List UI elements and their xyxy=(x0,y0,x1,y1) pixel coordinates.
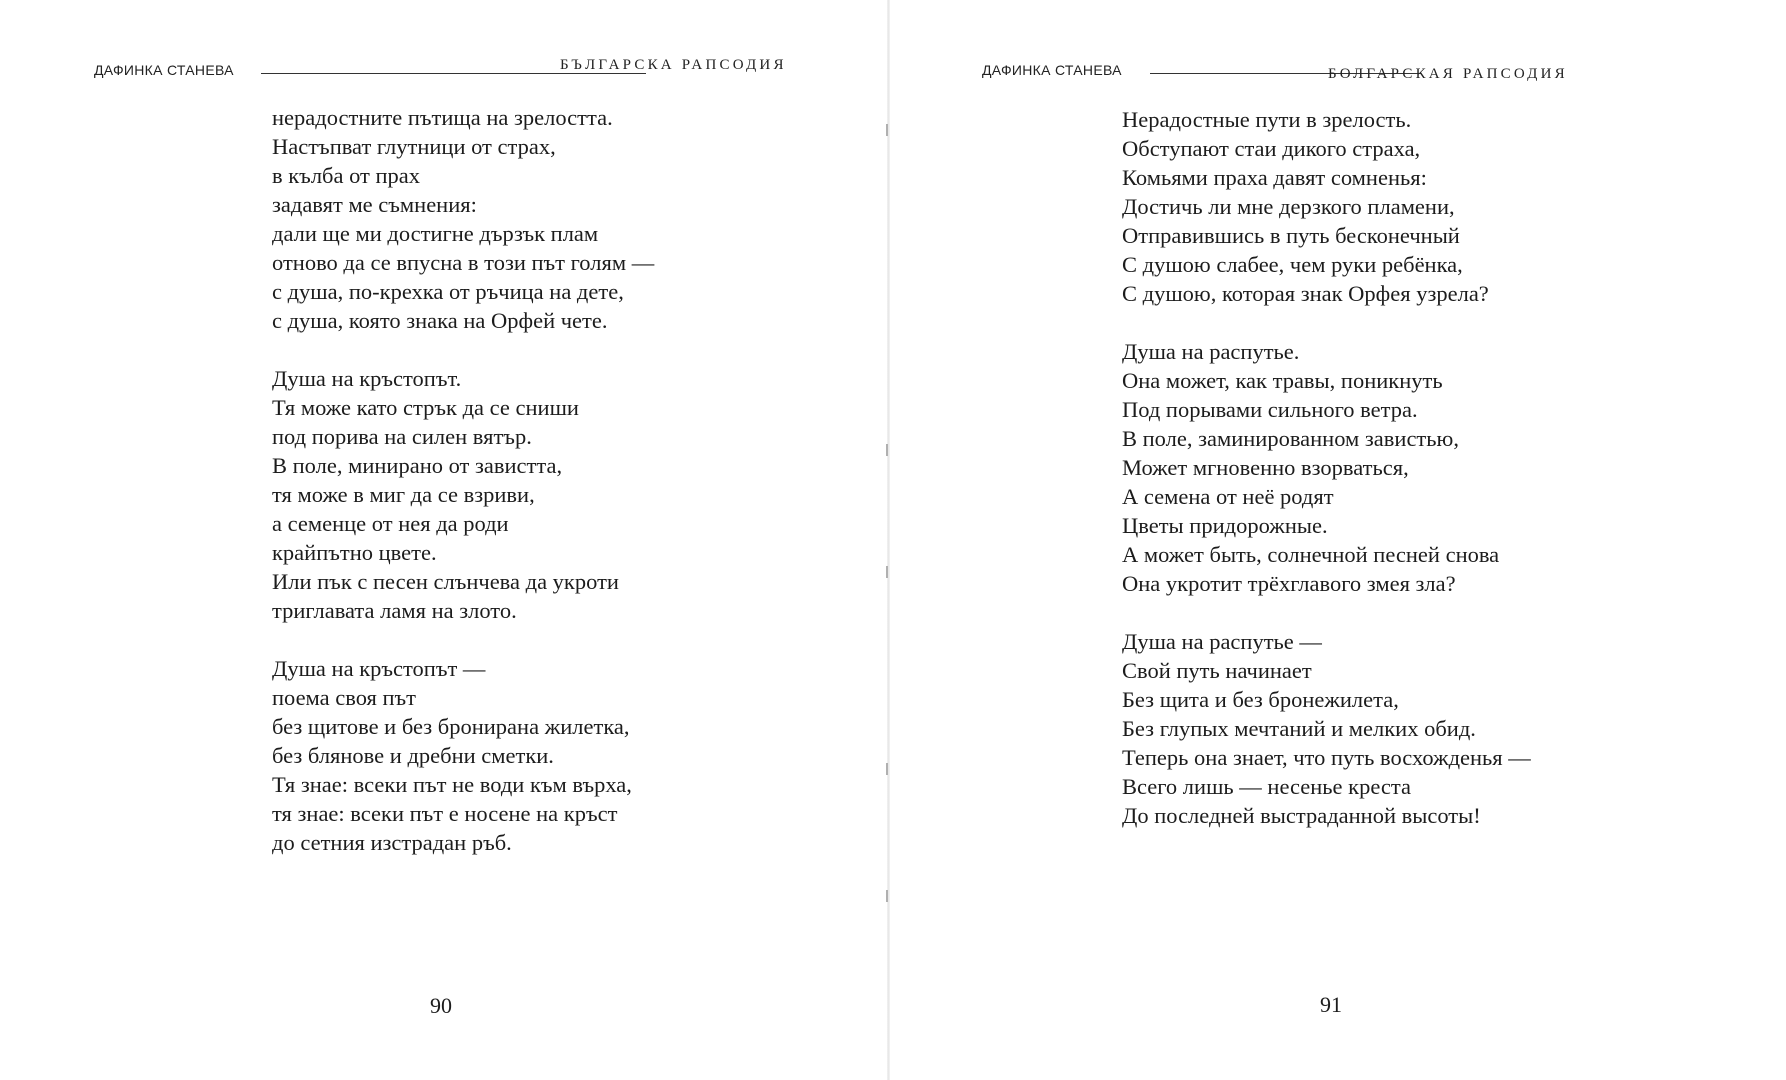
poem-line: Тя може като стрък да се сниши xyxy=(272,395,579,420)
poem-line: С душою слабее, чем руки ребёнка, xyxy=(1122,252,1463,277)
poem-line: В поле, заминированном завистью, xyxy=(1122,426,1459,451)
poem-line: без блянове и дребни сметки. xyxy=(272,743,554,768)
poem-line: Без щита и без бронежилета, xyxy=(1122,687,1399,712)
gutter-mark xyxy=(886,124,888,136)
poem-line: Свой путь начинает xyxy=(1122,658,1312,683)
right-poem-text xyxy=(1122,105,1722,859)
poem-line: Тя знае: всеки път не води към върха, xyxy=(272,772,632,797)
poem-line: Душа на распутье. xyxy=(1122,339,1300,364)
poem-line: без щитове и без бронирана жилетка, xyxy=(272,714,630,739)
poem-line: нерадостните пътища на зрелостта. xyxy=(272,105,613,130)
poem-line: Душа на кръстопът. xyxy=(272,366,462,391)
poem-line: поема своя път xyxy=(272,685,417,710)
right-page xyxy=(890,0,1786,1080)
poem-line: дали ще ми достигне дързък плам xyxy=(272,221,599,246)
left-stanza-3 xyxy=(272,654,832,857)
poem-line: Достичь ли мне дерзкого пламени, xyxy=(1122,194,1455,219)
poem-line: Или пък с песен слънчева да укроти xyxy=(272,569,619,594)
poem-line: С душою, которая знак Орфея узрела? xyxy=(1122,281,1489,306)
poem-line: Она может, как травы, поникнуть xyxy=(1122,368,1443,393)
right-stanza-3 xyxy=(1122,627,1722,830)
poem-line: Душа на распутье — xyxy=(1122,629,1322,654)
poem-line: Она укротит трёхглавого змея зла? xyxy=(1122,571,1456,596)
poem-line: До последней выстраданной высоты! xyxy=(1122,803,1481,828)
poem-line: Отправившись в путь бесконечный xyxy=(1122,223,1460,248)
poem-line: Всего лишь — несенье креста xyxy=(1122,774,1411,799)
left-stanza-2 xyxy=(272,364,832,625)
right-author-name: ДАФИНКА СТАНЕВА xyxy=(982,62,1122,78)
poem-line: тя знае: всеки път е носене на кръст xyxy=(272,801,618,826)
left-page-number: 90 xyxy=(430,993,452,1018)
gutter-mark xyxy=(886,890,888,902)
right-book-title: БОЛГАРСКАЯ РАПСОДИЯ xyxy=(1328,66,1568,82)
poem-line: Цветы придорожные. xyxy=(1122,513,1328,538)
poem-line: а семенце от нея да роди xyxy=(272,511,509,536)
poem-line: с душа, която знака на Орфей чете. xyxy=(272,308,608,333)
poem-line: в кълба от прах xyxy=(272,163,421,188)
poem-line: Настъпват глутници от страх, xyxy=(272,134,556,159)
poem-line: Обступают стаи дикого страха, xyxy=(1122,136,1421,161)
right-stanza-2 xyxy=(1122,337,1722,598)
right-stanza-1 xyxy=(1122,105,1722,308)
right-running-head xyxy=(982,58,1782,82)
poem-line: с душа, по-крехка от ръчица на дете, xyxy=(272,279,624,304)
left-running-head xyxy=(94,58,802,82)
right-page-number: 91 xyxy=(1320,992,1342,1017)
gutter-mark xyxy=(886,566,888,578)
poem-line: Под порывами сильного ветра. xyxy=(1122,397,1418,422)
left-stanza-1 xyxy=(272,103,832,335)
poem-line: Без глупых мечтаний и мелких обид. xyxy=(1122,716,1476,741)
poem-line: В поле, минирано от завистта, xyxy=(272,453,563,478)
poem-line: до сетния изстрадан ръб. xyxy=(272,830,512,855)
poem-line: Душа на кръстопът — xyxy=(272,656,486,681)
poem-line: крайпътно цвете. xyxy=(272,540,437,565)
gutter-mark xyxy=(886,444,888,456)
poem-line: задавят ме съмнения: xyxy=(272,192,477,217)
poem-line: А может быть, солнечной песней снова xyxy=(1122,542,1500,567)
poem-line: Теперь она знает, что путь восхожденья — xyxy=(1122,745,1531,770)
poem-line: отново да се впусна в този път голям — xyxy=(272,250,655,275)
left-book-title: БЪЛГАРСКА РАПСОДИЯ xyxy=(560,57,787,73)
left-page xyxy=(0,0,888,1080)
poem-line: триглавата ламя на злото. xyxy=(272,598,517,623)
poem-line: Может мгновенно взорваться, xyxy=(1122,455,1409,480)
poem-line: А семена от неё родят xyxy=(1122,484,1334,509)
left-poem-text xyxy=(272,103,832,886)
poem-line: тя може в миг да се взриви, xyxy=(272,482,535,507)
poem-line: Комьями праха давят сомненья: xyxy=(1122,165,1427,190)
poem-line: Нерадостные пути в зрелость. xyxy=(1122,107,1412,132)
gutter-mark xyxy=(886,763,888,775)
left-author-name: ДАФИНКА СТАНЕВА xyxy=(94,62,234,78)
poem-line: под порива на силен вятър. xyxy=(272,424,532,449)
